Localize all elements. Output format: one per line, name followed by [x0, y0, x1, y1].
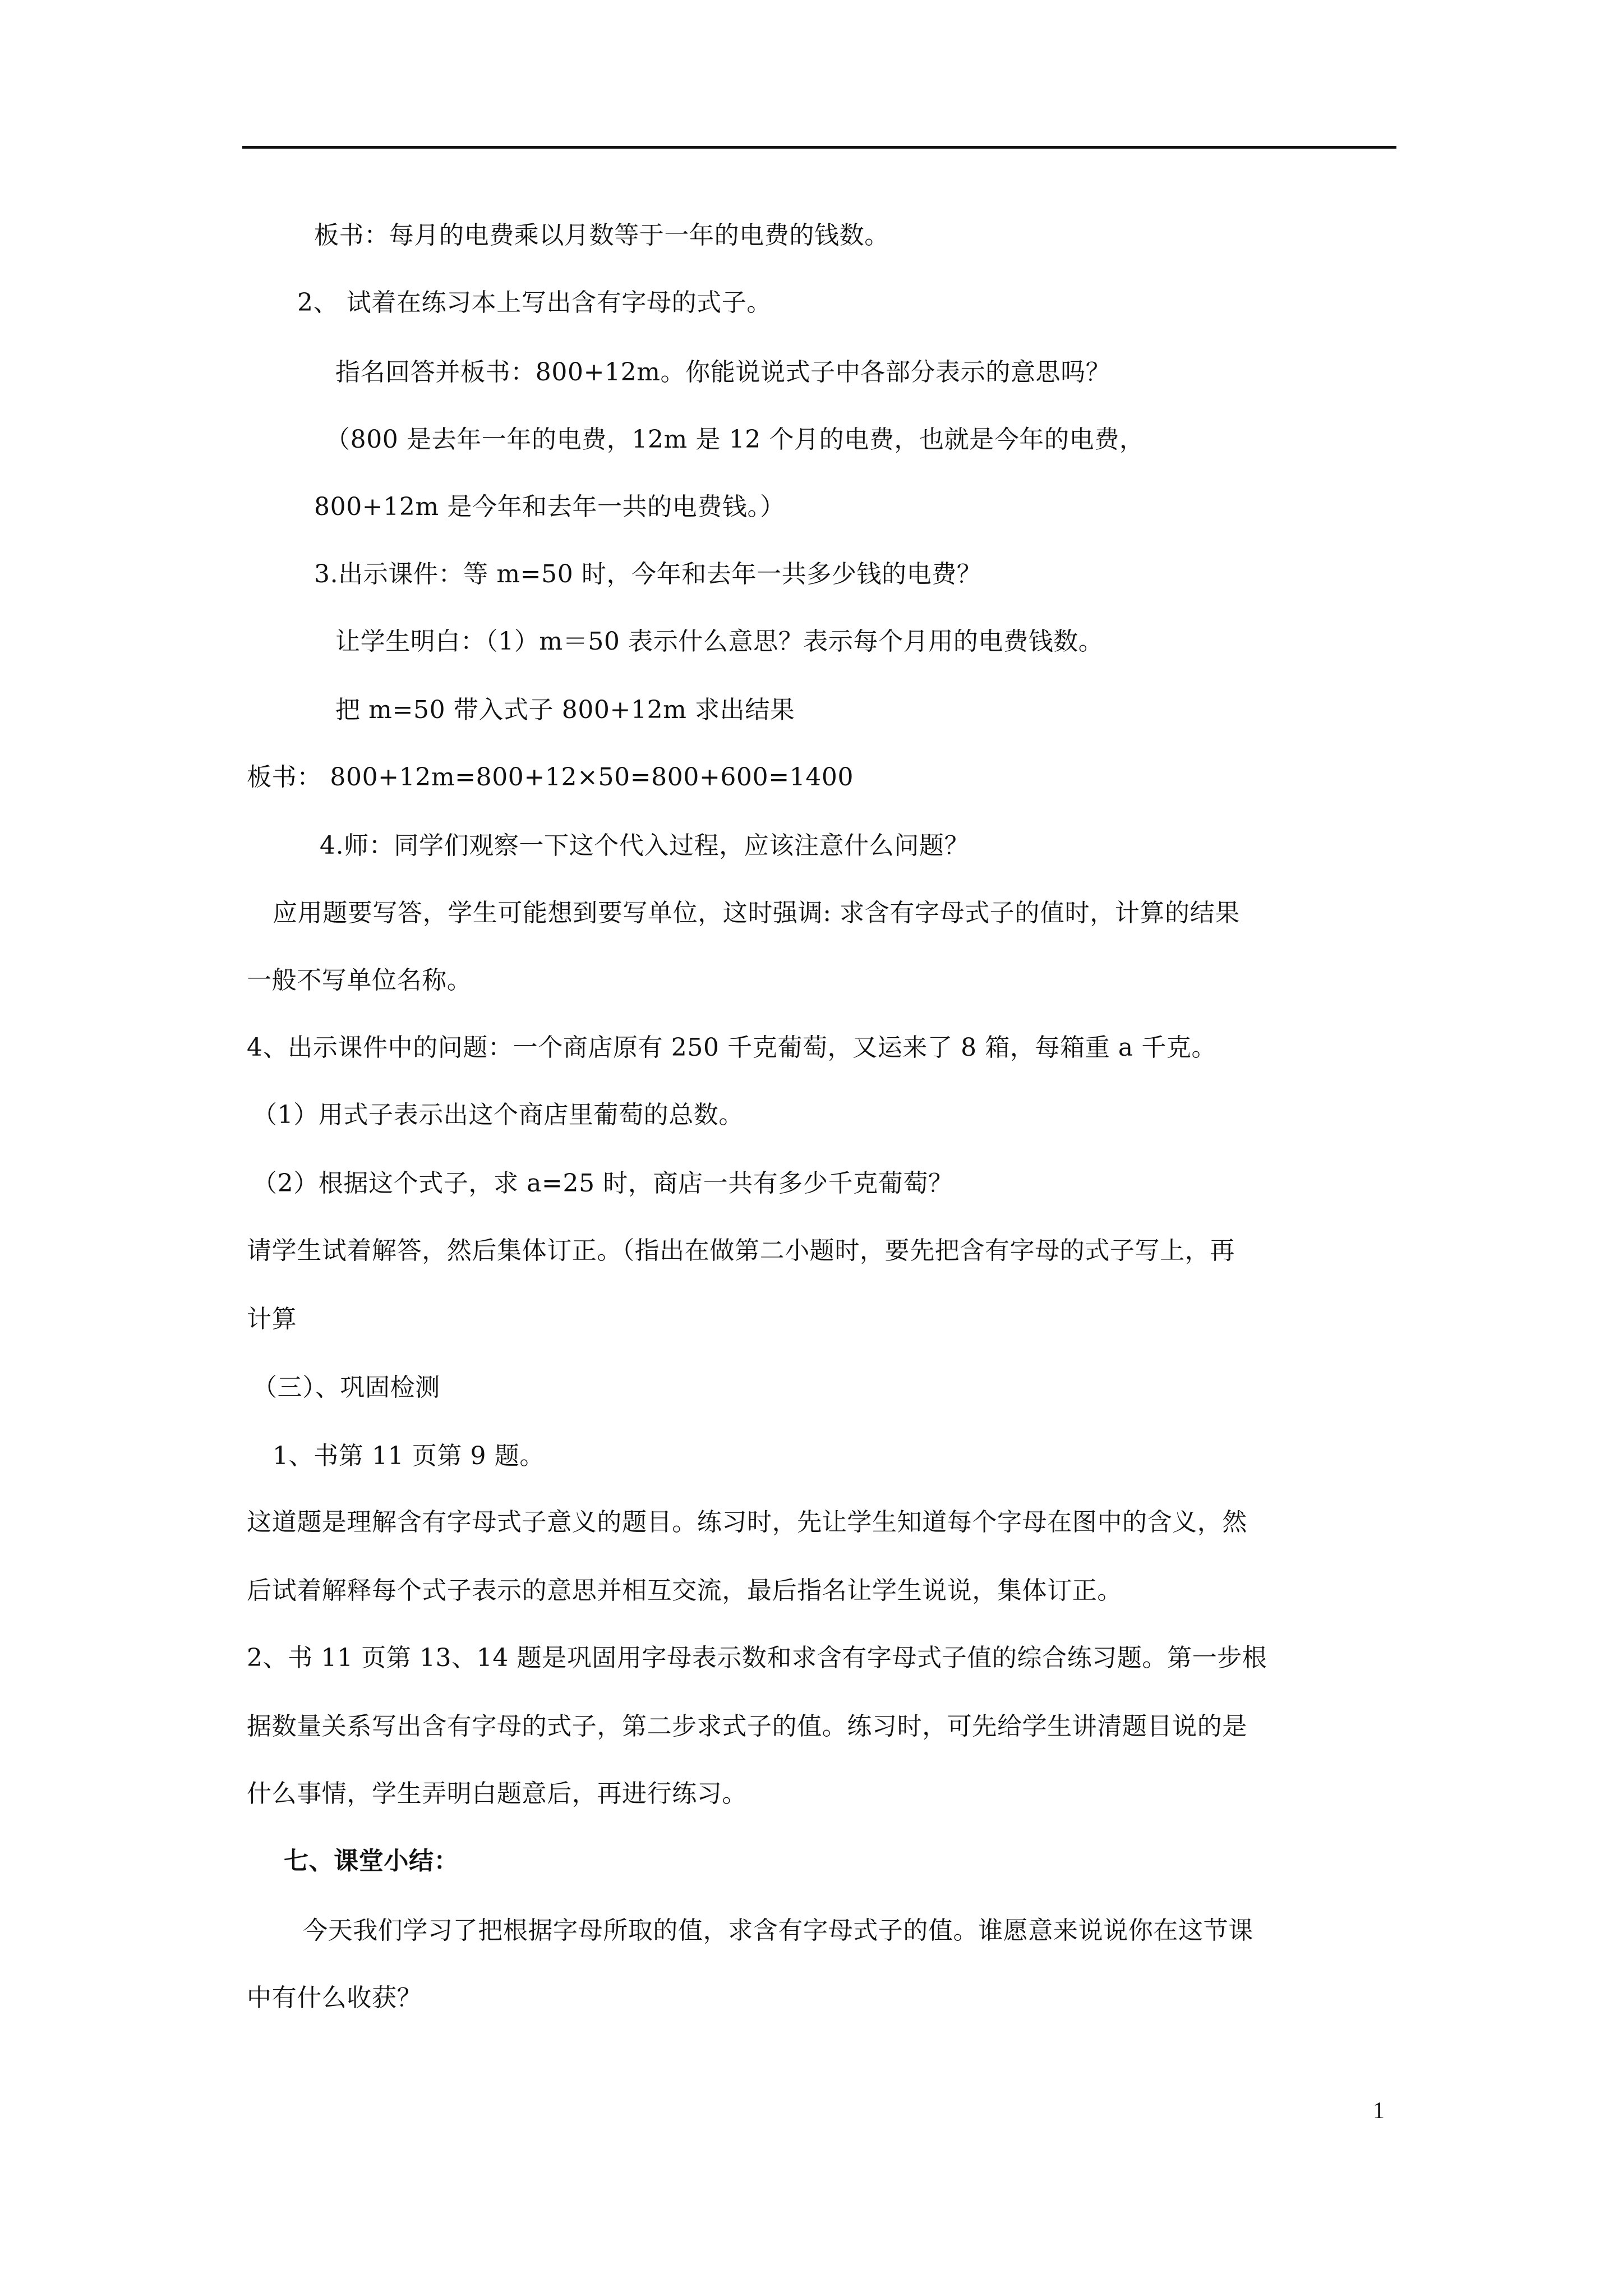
- text-line-meaning-part-1: （800 是去年一年的电费，12m 是 12 个月的电费，也就是今年的电费，: [325, 425, 1145, 454]
- text-line-substitute-value: 把 m=50 带入式子 800+12m 求出结果: [335, 696, 795, 724]
- text-line-teacher-question: 4.师：同学们观察一下这个代入过程，应该注意什么问题？: [320, 831, 970, 860]
- text-line-write-expression: 2、 试着在练习本上写出含有字母的式子。: [297, 288, 772, 317]
- text-line-exercise-explanation-2: 后试着解释每个式子表示的意思并相互交流，最后指名让学生说说，集体订正。: [247, 1576, 1122, 1605]
- text-line-application-note: 应用题要写答，学生可能想到要写单位，这时强调: 求含有字母式子的值时，计算的结果: [273, 899, 1240, 927]
- text-line-grape-problem: 4、出示课件中的问题：一个商店原有 250 千克葡萄，又运来了 8 箱，每箱重 a 千克。: [247, 1033, 1217, 1062]
- text-line-book-exercise-2-part-3: 什么事情，学生弄明白题意后，再进行练习。: [247, 1779, 747, 1808]
- text-line-summary-part-1: 今天我们学习了把根据字母所取的值，求含有字母式子的值。谁愿意来说说你在这节课: [303, 1916, 1253, 1945]
- text-line-meaning-part-2: 800+12m 是今年和去年一共的电费钱。）: [314, 493, 785, 521]
- text-line-summary-part-2: 中有什么收获？: [247, 1984, 422, 2012]
- text-line-show-courseware: 3.出示课件：等 m=50 时，今年和去年一共多少钱的电费？: [314, 560, 982, 588]
- text-line-book-exercise-1: 1、书第 11 页第 9 题。: [273, 1442, 545, 1470]
- text-line-book-exercise-2-part-1: 2、书 11 页第 13、14 题是巩固用字母表示数和求含有字母式子值的综合练习题。第一步根: [247, 1644, 1267, 1672]
- text-line-question-2: （2）根据这个式子，求 a=25 时，商店一共有多少千克葡萄？: [252, 1169, 953, 1198]
- text-line-board-calculation: 板书： 800+12m=800+12×50=800+600=1400: [247, 763, 854, 792]
- text-line-student-understanding: 让学生明白：（1）m＝50 表示什么意思？表示每个月用的电费钱数。: [335, 627, 1104, 656]
- text-line-answer-and-board: 指名回答并板书：800+12m。你能说说式子中各部分表示的意思吗？: [335, 358, 1111, 386]
- page-number: 1: [1373, 2098, 1385, 2124]
- header-rule: [242, 146, 1396, 149]
- text-line-consolidation-heading: （三）、巩固检测: [252, 1373, 440, 1402]
- section-heading-class-summary: 七、课堂小结：: [284, 1847, 459, 1875]
- text-line-exercise-explanation-1: 这道题是理解含有字母式子意义的题目。练习时，先让学生知道每个字母在图中的含义，然: [247, 1508, 1247, 1536]
- text-line-student-solution: 请学生试着解答，然后集体订正。（指出在做第二小题时，要先把含有字母的式子写上，再: [247, 1236, 1235, 1265]
- text-line-board-monthly-fee: 板书：每月的电费乘以月数等于一年的电费的钱数。: [314, 221, 889, 250]
- text-line-question-1: （1）用式子表示出这个商店里葡萄的总数。: [252, 1101, 744, 1129]
- text-line-calculate: 计算: [247, 1305, 297, 1333]
- text-line-unit-note: 一般不写单位名称。: [247, 966, 472, 995]
- text-line-book-exercise-2-part-2: 据数量关系写出含有字母的式子，第二步求式子的值。练习时，可先给学生讲清题目说的是: [247, 1712, 1247, 1741]
